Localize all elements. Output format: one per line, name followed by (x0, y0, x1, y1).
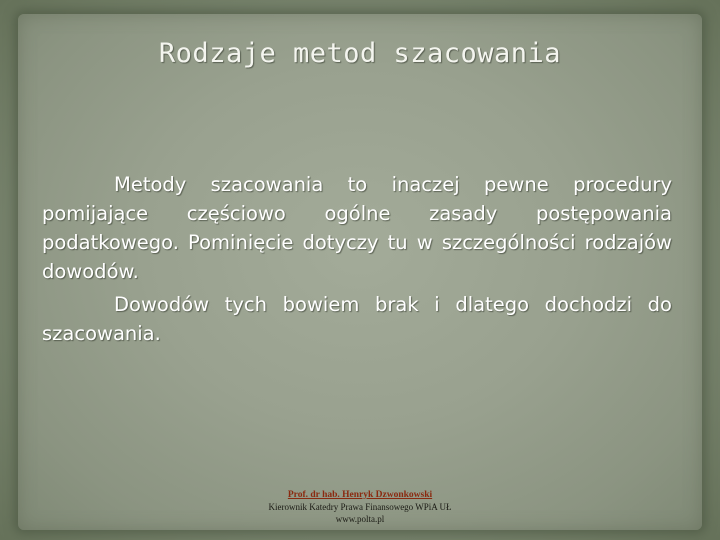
slide-body (42, 170, 672, 352)
website-text: www.polta.pl (335, 514, 385, 524)
slide-footer (0, 489, 720, 525)
paragraph-2: Dowodów tych bowiem brak i dlatego dochodzi do szacowania. (42, 293, 672, 345)
slide-title: Rodzaje metod szacowania (158, 38, 562, 69)
paragraph-1: Metody szacowania to inaczej pewne procedury pomijające częściowo ogólne zasady postępowania podatkowego. Pominięcie dotyczy tu w szczególności rodzajów dowodów. (42, 173, 672, 283)
author-link[interactable]: Prof. dr hab. Henryk Dzwonkowski (287, 490, 433, 500)
author-position: Kierownik Katedry Prawa Finansowego WPiA UŁ (268, 502, 452, 512)
